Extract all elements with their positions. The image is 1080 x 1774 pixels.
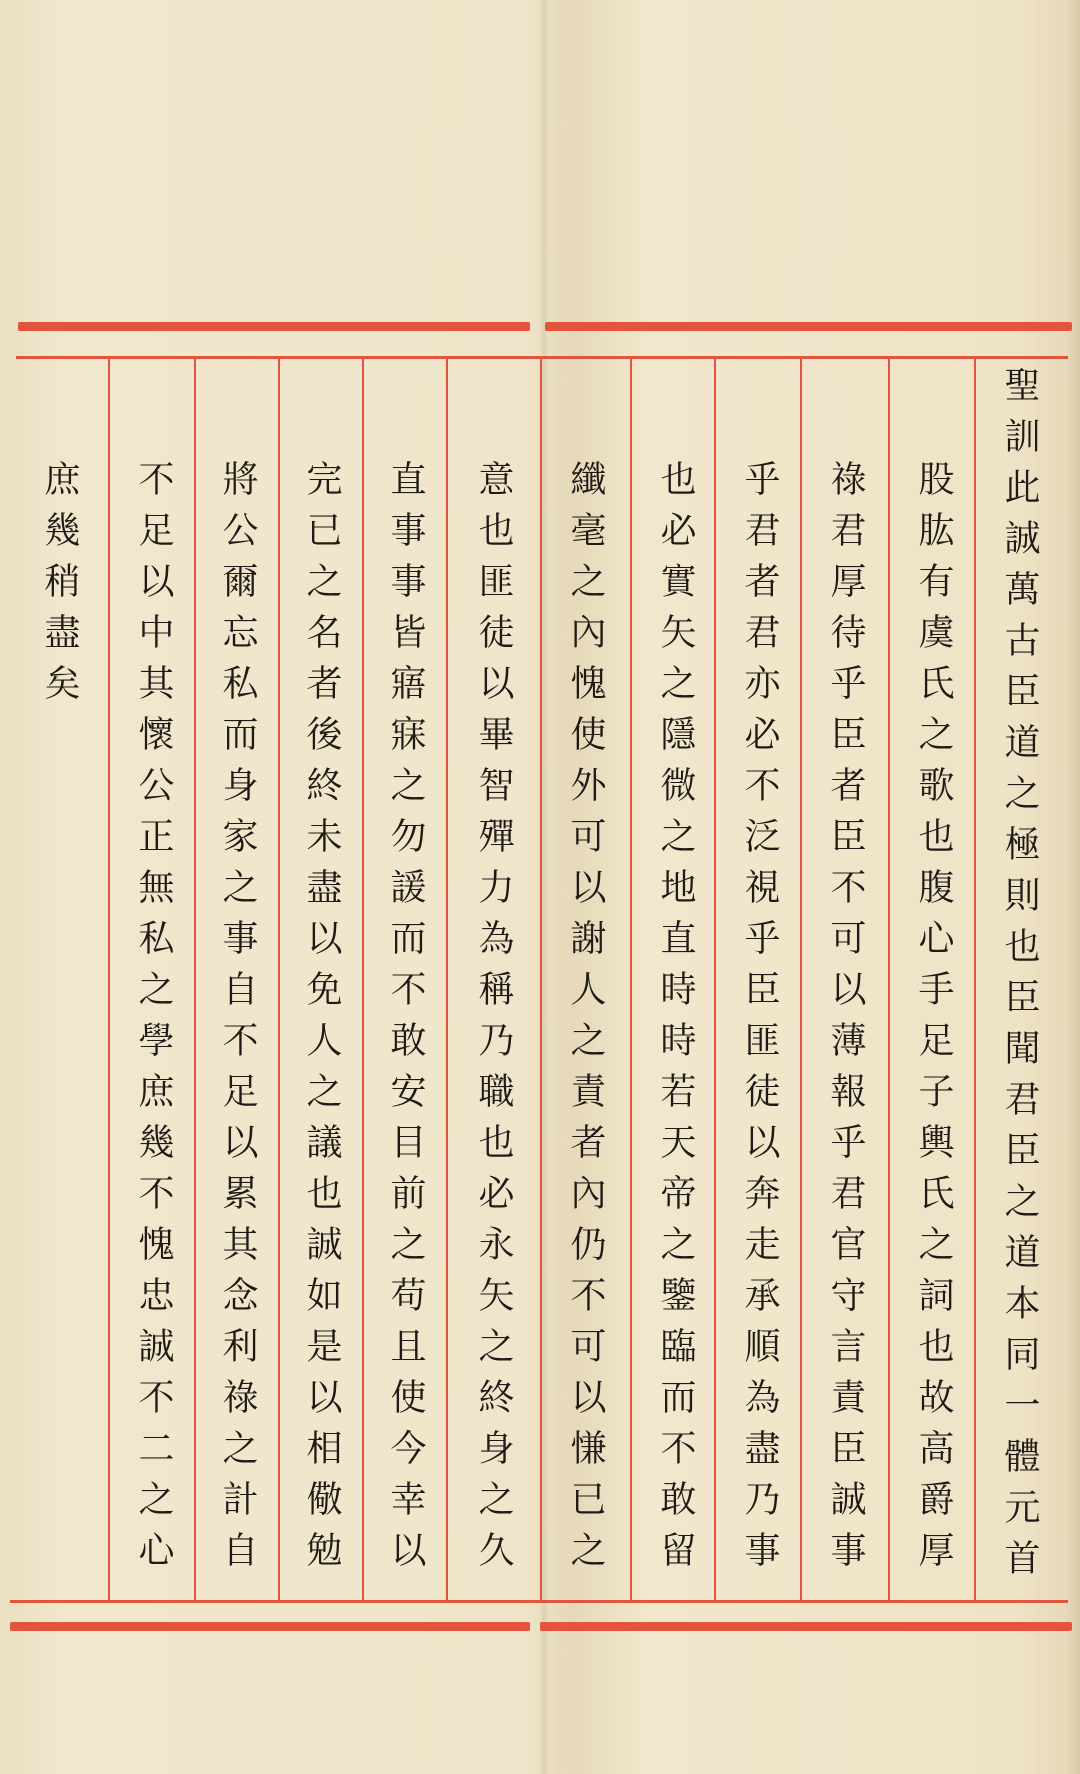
column-divider: [714, 357, 716, 1603]
bottom-thick-rule-right: [540, 1622, 1072, 1631]
text-column: 意也匪徒以畢智殫力為稱乃職也必永矢之終身之久: [473, 460, 514, 1582]
bottom-thick-rule-left: [10, 1622, 530, 1631]
text-column: 乎君者君亦必不泛視乎臣匪徒以奔走承順為盡乃事: [739, 460, 780, 1582]
column-divider: [630, 357, 632, 1603]
text-column: 纖毫之內愧使外可以謝人之責者內仍不可以慊已之: [565, 460, 606, 1582]
text-column: 不足以中其懷公正無私之學庶幾不愧忠誠不二之心: [133, 460, 174, 1582]
column-divider: [108, 357, 110, 1603]
page-edge: [1064, 0, 1080, 1774]
column-divider: [540, 357, 542, 1603]
text-column: 聖訓此誠萬古臣道之極則也臣聞君臣之道本同一體元首: [999, 366, 1040, 1590]
column-divider: [446, 357, 448, 1603]
top-thick-rule-left: [18, 322, 530, 331]
column-divider: [362, 357, 364, 1603]
column-divider: [888, 357, 890, 1603]
text-column: 庶幾稍盡矣: [39, 460, 80, 715]
text-column: 祿君厚待乎臣者臣不可以薄報乎君官守言責臣誠事: [825, 460, 866, 1582]
bottom-thin-rule: [10, 1600, 1068, 1603]
top-thick-rule-right: [545, 322, 1072, 331]
column-divider: [278, 357, 280, 1603]
column-divider: [800, 357, 802, 1603]
column-divider: [194, 357, 196, 1603]
text-column: 也必實矢之隱微之地直時時若天帝之鑒臨而不敢留: [655, 460, 696, 1582]
top-thin-rule: [16, 356, 1068, 359]
text-column: 將公爾忘私而身家之事自不足以累其念利祿之計自: [217, 460, 258, 1582]
column-divider: [974, 357, 976, 1603]
text-column: 直事事皆寤寐之勿諼而不敢安目前之苟且使今幸以: [385, 460, 426, 1582]
text-column: 股肱有虞氏之歌也腹心手足子輿氏之詞也故高爵厚: [913, 460, 954, 1582]
text-column: 完已之名者後終未盡以免人之議也誠如是以相儆勉: [301, 460, 342, 1582]
